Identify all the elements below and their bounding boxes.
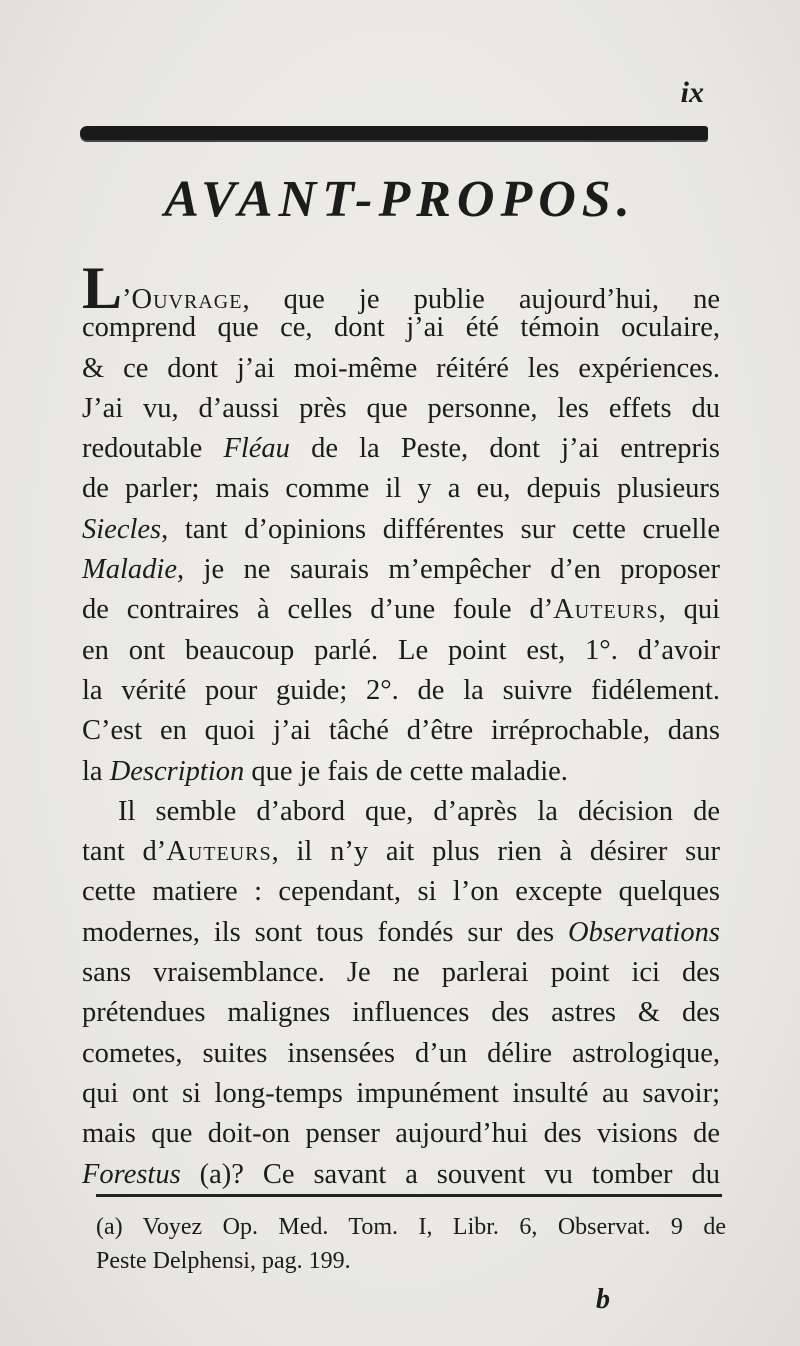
italic-word: Forestus [82,1158,181,1190]
text-line: en ont beaucoup parlé. Le point est, 1°. d’avoir [82,634,720,666]
text-line [82,913,720,953]
text-span: , il n’y ait plus rien à désirer sur [271,836,720,868]
text-span: , tant d’opinions différentes sur cette cruelle [161,513,720,545]
text-span: redoutable [82,433,224,465]
text-span: modernes, ils sont tous fondés sur des [82,916,568,948]
text-line: mais que doit-on penser aujourd’hui des visions de [82,1118,720,1150]
footnote [96,1210,726,1278]
italic-word: Siecles [82,513,162,545]
text-line [82,550,720,590]
text-span: , que je publie aujourd’hui, ne [242,284,720,315]
text-span: la [82,755,110,787]
text-line: cometes, suites insensées d’un délire astrologique, [82,1037,720,1069]
footnote-line: (a) Voyez Op. Med. Tom. I, Libr. 6, Observat. 9 de [96,1214,726,1240]
text-line [82,510,720,550]
small-caps-word: Auteurs [553,594,659,626]
body-text [82,255,720,1195]
text-line [82,255,720,321]
text-line [82,832,720,872]
drop-cap: L [82,255,123,321]
text-line [82,1155,720,1195]
text-span: ’ [122,284,132,315]
text-line: de parler; mais comme il y a eu, depuis plusieurs [82,473,720,505]
text-span: (a)? Ce savant a souvent vu tomber du [180,1158,720,1190]
italic-word: Description [109,755,245,787]
italic-word: Fléau [223,433,290,465]
signature-mark: b [596,1284,610,1315]
text-line [82,590,720,630]
text-line: J’ai vu, d’aussi près que personne, les effets du [82,392,720,424]
text-span: de contraires à celles d’une foule d’ [82,594,554,626]
footnote-rule [96,1194,722,1197]
text-line: la vérité pour guide; 2°. de la suivre fidélement. [82,674,720,706]
text-line: Il semble d’abord que, d’après la décision de [118,795,720,827]
chapter-title: AVANT-PROPOS. [164,171,636,228]
text-span: tant d’ [82,836,167,868]
text-line: cette matiere : cependant, si l’on excepte quelques [82,876,720,908]
header-rule [80,126,708,140]
footnote-line: Peste Delphensi, pag. 199. [96,1248,351,1274]
italic-word: Observations [568,916,720,948]
text-line: sans vraisemblance. Je ne parlerai point ici des [82,957,720,989]
text-line [82,752,720,792]
text-line: & ce dont j’ai moi-même réitéré les expériences. [82,352,720,384]
text-line: C’est en quoi j’ai tâché d’être irréprochable, dans [82,715,720,747]
text-span: , qui [658,594,720,626]
text-line: qui ont si long-temps impunément insulté au savoir; [82,1077,720,1109]
text-span: de la Peste, dont j’ai entrepris [289,433,720,465]
small-caps-word: Auteurs [166,836,272,868]
text-span: , je ne saurais m’empêcher d’en proposer [176,554,720,586]
italic-word: Maladie [82,554,177,586]
text-line: comprend que ce, dont j’ai été témoin oculaire, [82,312,720,344]
small-caps-word: Ouvrage [131,284,243,315]
text-span: que je fais de cette maladie. [244,755,568,787]
text-line: prétendues malignes influences des astres & des [82,997,720,1029]
text-line [82,429,720,469]
page-number: ix [680,76,704,109]
